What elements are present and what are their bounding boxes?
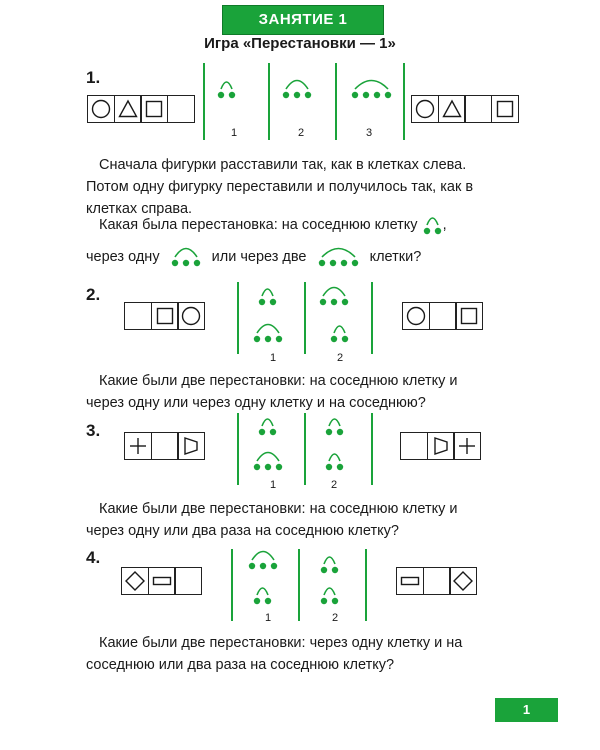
move-skip-one-icon bbox=[252, 450, 284, 472]
text-line: Какие были две перестановки: на соседнюю клетку и bbox=[99, 501, 458, 517]
grid-cell bbox=[167, 95, 195, 123]
grid-cell bbox=[140, 95, 168, 123]
task-3-text bbox=[86, 498, 556, 542]
move-adjacent-icon bbox=[319, 553, 340, 575]
circle-shape-icon bbox=[180, 305, 202, 327]
task-1-left-cells bbox=[87, 95, 195, 123]
divider bbox=[203, 63, 205, 140]
square-shape-icon bbox=[458, 305, 480, 327]
move-adjacent-icon bbox=[319, 584, 340, 606]
move-skip-one-icon bbox=[170, 246, 202, 268]
task-1-question bbox=[99, 214, 559, 236]
move-skip-one-icon bbox=[247, 549, 279, 571]
grid-cell bbox=[148, 567, 176, 595]
divider bbox=[237, 282, 239, 354]
legend-label-3: 3 bbox=[365, 127, 373, 139]
square-shape-icon bbox=[143, 98, 165, 120]
legend-label-1: 1 bbox=[230, 127, 238, 139]
divider bbox=[365, 549, 367, 621]
move-skip-two-icon bbox=[350, 78, 393, 100]
grid-cell bbox=[124, 432, 152, 460]
task-1-right-cells bbox=[411, 95, 519, 123]
grid-cell bbox=[177, 302, 205, 330]
task-4-number: 4. bbox=[86, 548, 101, 567]
task-2-text bbox=[86, 370, 556, 414]
grid-cell bbox=[449, 567, 477, 595]
task-2-right-cells bbox=[402, 302, 483, 330]
grid-cell bbox=[453, 432, 481, 460]
option-label-1: 1 bbox=[269, 479, 277, 491]
text-line: Какие были две перестановки: на соседнюю клетку и bbox=[99, 373, 458, 389]
divider bbox=[371, 282, 373, 354]
grid-cell bbox=[455, 302, 483, 330]
grid-cell bbox=[87, 95, 115, 123]
move-adjacent-icon bbox=[422, 214, 443, 236]
page-number: 1 bbox=[495, 698, 558, 722]
text-line: Сначала фигурки расставили так, как в клетках слева. bbox=[99, 157, 467, 173]
trapezoid-shape-icon bbox=[180, 435, 202, 457]
grid-cell bbox=[427, 432, 455, 460]
diamond-shape-icon bbox=[124, 570, 146, 592]
rectangle-shape-icon bbox=[399, 570, 421, 592]
divider bbox=[268, 63, 270, 140]
divider bbox=[335, 63, 337, 140]
text-line: клетках справа. bbox=[86, 201, 193, 217]
grid-cell bbox=[177, 432, 205, 460]
move-adjacent-icon bbox=[257, 415, 278, 437]
question-text: Какая была перестановка: на соседнюю клетку bbox=[99, 217, 418, 233]
grid-cell bbox=[396, 567, 424, 595]
square-shape-icon bbox=[154, 305, 176, 327]
move-skip-one-icon bbox=[281, 78, 313, 100]
move-skip-two-icon bbox=[317, 246, 360, 268]
task-4-text bbox=[86, 632, 556, 676]
triangle-shape-icon bbox=[441, 98, 463, 120]
option-label-2: 2 bbox=[330, 479, 338, 491]
question-text: клетки? bbox=[369, 249, 422, 265]
circle-shape-icon bbox=[405, 305, 427, 327]
grid-cell bbox=[402, 302, 430, 330]
grid-cell bbox=[114, 95, 142, 123]
circle-shape-icon bbox=[90, 98, 112, 120]
task-3-number: 3. bbox=[86, 421, 101, 440]
divider bbox=[304, 413, 306, 485]
move-adjacent-icon bbox=[324, 450, 345, 472]
task-4-right-cells bbox=[396, 567, 477, 595]
task-4-left-cells bbox=[121, 567, 202, 595]
move-skip-one-icon bbox=[318, 285, 350, 307]
grid-cell bbox=[491, 95, 519, 123]
page-title: Игра «Перестановки — 1» bbox=[204, 35, 396, 52]
trapezoid-shape-icon bbox=[430, 435, 452, 457]
move-adjacent-icon bbox=[216, 78, 237, 100]
plus-shape-icon bbox=[456, 435, 478, 457]
grid-cell bbox=[429, 302, 457, 330]
grid-cell bbox=[151, 432, 179, 460]
grid-cell bbox=[151, 302, 179, 330]
task-1-question-line-2 bbox=[86, 246, 556, 268]
option-label-1: 1 bbox=[264, 612, 272, 624]
text-line: через одну или два раза на соседнюю клетку? bbox=[86, 523, 399, 539]
divider bbox=[371, 413, 373, 485]
task-3-left-cells bbox=[124, 432, 205, 460]
grid-cell bbox=[174, 567, 202, 595]
circle-shape-icon bbox=[414, 98, 436, 120]
task-2-number: 2. bbox=[86, 285, 101, 304]
triangle-shape-icon bbox=[117, 98, 139, 120]
divider bbox=[231, 549, 233, 621]
divider bbox=[237, 413, 239, 485]
task-1-text bbox=[86, 154, 546, 220]
move-adjacent-icon bbox=[252, 584, 273, 606]
divider bbox=[304, 282, 306, 354]
option-label-2: 2 bbox=[331, 612, 339, 624]
task-3-right-cells bbox=[400, 432, 481, 460]
grid-cell bbox=[121, 567, 149, 595]
plus-shape-icon bbox=[127, 435, 149, 457]
task-1-number: 1. bbox=[86, 68, 101, 87]
grid-cell bbox=[438, 95, 466, 123]
option-label-1: 1 bbox=[269, 352, 277, 364]
option-label-2: 2 bbox=[336, 352, 344, 364]
task-2-left-cells bbox=[124, 302, 205, 330]
question-text: или через две bbox=[211, 249, 307, 265]
question-text: через одну bbox=[86, 249, 160, 265]
grid-cell bbox=[464, 95, 492, 123]
diamond-shape-icon bbox=[452, 570, 474, 592]
move-adjacent-icon bbox=[324, 415, 345, 437]
divider bbox=[403, 63, 405, 140]
text-line: через одну или через одну клетку и на соседнюю? bbox=[86, 395, 426, 411]
text-line: Потом одну фигурку переставили и получилось так, как в bbox=[86, 179, 474, 195]
text-line: Какие были две перестановки: через одну клетку и на bbox=[99, 635, 463, 651]
grid-cell bbox=[124, 302, 152, 330]
move-skip-one-icon bbox=[252, 322, 284, 344]
grid-cell bbox=[411, 95, 439, 123]
grid-cell bbox=[423, 567, 451, 595]
move-adjacent-icon bbox=[329, 322, 350, 344]
rectangle-shape-icon bbox=[151, 570, 173, 592]
question-comma: , bbox=[442, 217, 447, 233]
move-adjacent-icon bbox=[257, 285, 278, 307]
divider bbox=[298, 549, 300, 621]
square-shape-icon bbox=[494, 98, 516, 120]
lesson-header: ЗАНЯТИЕ 1 bbox=[222, 5, 384, 35]
grid-cell bbox=[400, 432, 428, 460]
text-line: соседнюю или два раза на соседнюю клетку? bbox=[86, 657, 395, 673]
legend-label-2: 2 bbox=[297, 127, 305, 139]
